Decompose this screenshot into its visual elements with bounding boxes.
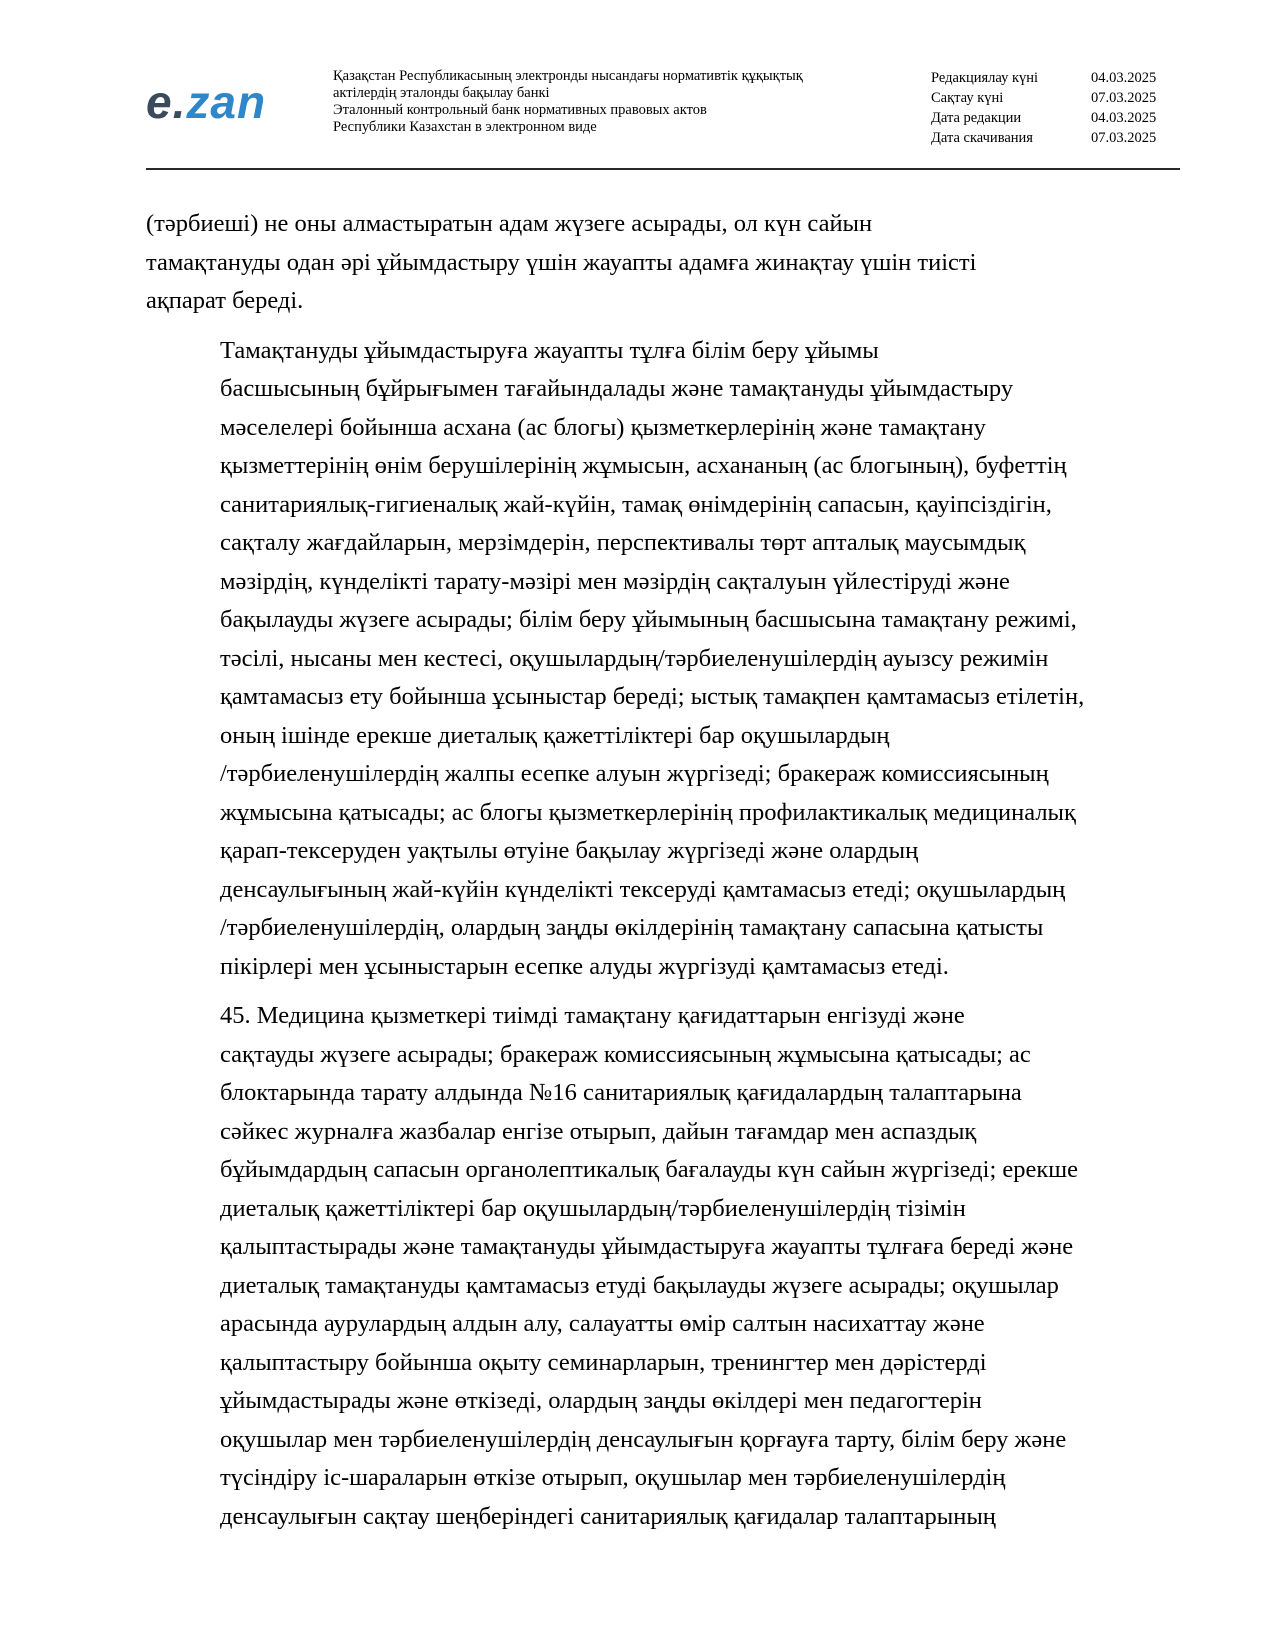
- text-line: сақтауды жүзеге асырады; бракераж комиссиясының жұмысына қатысады; ас: [220, 1040, 1031, 1068]
- paragraph-item-45: [146, 997, 1171, 1536]
- bank-line: Республики Казахстан в электронном виде: [333, 119, 597, 135]
- meta-value: 07.03.2025: [1091, 90, 1157, 106]
- meta-label: Дата скачивания: [931, 130, 1033, 146]
- meta-label: Редакциялау күні: [931, 70, 1039, 86]
- text-line: денсаулығын сақтау шеңберіндегі санитариялық қағидалар талаптарының: [220, 1502, 996, 1530]
- text-line: басшысының бұйрығымен тағайындалады және тамақтануды ұйымдастыру: [220, 375, 1014, 402]
- text-line: бақылауды жүзеге асырады; білім беру ұйымының басшысына тамақтану режимі,: [220, 606, 1077, 633]
- text-line: жұмысына қатысады; ас блогы қызметкерлерінің профилактикалық медициналық: [220, 798, 1076, 826]
- text-line: ақпарат береді.: [146, 287, 304, 314]
- text-line: мәселелері бойынша асхана (ас блогы) қызметкерлерінің және тамақтану: [220, 413, 986, 441]
- header-divider: [146, 168, 1180, 170]
- text-line: /тәрбиеленушілердің, олардың заңды өкілдерінің тамақтану сапасына қатысты: [220, 914, 1044, 941]
- text-line: сәйкес журналға жазбалар енгізе отырып, дайын тағамдар мен аспаздық: [220, 1117, 977, 1145]
- meta-row-edit-date-kz: [931, 68, 1171, 88]
- text-line: оның ішінде ерекше диеталық қажеттіліктері бар оқушылардың: [220, 721, 890, 749]
- text-line: қызметтерінің өнім берушілерінің жұмысын, асхананың (ас блогының), буфеттің: [220, 452, 1067, 479]
- text-line: қалыптастыру бойынша оқыту семинарларын, тренингтер мен дәрістерді: [220, 1348, 987, 1376]
- text-line: сақталу жағдайларын, мерзімдерін, перспективалы төрт апталық маусымдық: [220, 529, 1026, 556]
- meta-row-edit-date-ru: [931, 108, 1171, 128]
- meta-value: 04.03.2025: [1091, 70, 1157, 86]
- text-line: блоктарында тарату алдында №16 санитариялық қағидалардың талаптарына: [220, 1079, 1022, 1106]
- paragraph-continuation: [146, 205, 1171, 321]
- text-line: диеталық тамақтануды қамтамасыз етуді бақылауды жүзеге асырады; оқушылар: [220, 1271, 1059, 1299]
- text-line: (тәрбиеші) не оны алмастыратын адам жүзеге асырады, ол күн сайын: [146, 210, 873, 237]
- document-body: [146, 205, 1171, 1547]
- text-line: денсаулығының жай-күйін күнделікті тексеруді қамтамасыз етеді; оқушылардың: [220, 875, 1066, 903]
- text-line: тамақтануды одан әрі ұйымдастыру үшін жауапты адамға жинақтау үшін тиісті: [146, 248, 977, 276]
- text-line: қарап-тексеруден уақтылы өтуіне бақылау жүргізеді және олардың: [220, 837, 919, 864]
- text-line: 45. Медицина қызметкері тиімді тамақтану қағидаттарын енгізуді және: [220, 1002, 965, 1029]
- text-line: қамтамасыз ету бойынша ұсыныстар береді; ыстық тамақпен қамтамасыз етілетін,: [220, 683, 1085, 710]
- meta-row-download-date-ru: [931, 128, 1171, 148]
- text-line: қалыптастырады және тамақтануды ұйымдастыруға жауапты тұлғаға береді және: [220, 1233, 1074, 1260]
- text-line: санитариялық-гигиеналық жай-күйін, тамақ өнімдерінің сапасын, қауіпсіздігін,: [220, 490, 1052, 518]
- meta-label: Сақтау күні: [931, 90, 1004, 106]
- document-header: [146, 62, 1171, 168]
- text-line: диеталық қажеттіліктері бар оқушылардың/тәрбиеленушілердің тізімін: [220, 1194, 966, 1222]
- document-dates: [931, 68, 1171, 148]
- text-line: оқушылар мен тәрбиеленушілердің денсаулығын қорғауға тарту, білім беру және: [220, 1425, 1067, 1453]
- logo-part-1: e.: [146, 76, 187, 128]
- bank-line: актілердің эталонды бақылау банкі: [333, 85, 550, 101]
- meta-value: 04.03.2025: [1091, 110, 1157, 126]
- bank-description: [333, 68, 893, 136]
- text-line: /тәрбиеленушілердің жалпы есепке алуын жүргізеді; бракераж комиссиясының: [220, 760, 1049, 787]
- ezan-logo: [146, 76, 266, 128]
- bank-line: Қазақстан Республикасының электронды нысандағы нормативтік құқықтық: [333, 68, 803, 84]
- bank-line: Эталонный контрольный банк нормативных правовых актов: [333, 102, 707, 118]
- text-line: бұйымдардың сапасын органолептикалық бағалауды күн сайын жүргізеді; ерекше: [220, 1156, 1079, 1183]
- text-line: ұйымдастырады және өткізеді, олардың заңды өкілдері мен педагогтерін: [220, 1387, 982, 1414]
- text-line: түсіндіру іс-шараларын өткізе отырып, оқушылар мен тәрбиеленушілердің: [220, 1464, 1006, 1491]
- text-line: мәзірдің, күнделікті тарату-мәзірі мен мәзірдің сақталуын үйлестіруді және: [220, 567, 1010, 595]
- text-line: арасында аурулардың алдын алу, салауатты өмір салтын насихаттау және: [220, 1310, 985, 1337]
- text-line: Тамақтануды ұйымдастыруға жауапты тұлға білім беру ұйымы: [220, 336, 879, 364]
- meta-row-save-date-kz: [931, 88, 1171, 108]
- logo-part-2: zan: [186, 76, 267, 128]
- meta-value: 07.03.2025: [1091, 130, 1157, 146]
- paragraph-responsible-person: [146, 332, 1171, 987]
- text-line: пікірлері мен ұсыныстарын есепке алуды жүргізуді қамтамасыз етеді.: [220, 952, 949, 980]
- meta-label: Дата редакции: [931, 110, 1022, 126]
- text-line: тәсілі, нысаны мен кестесі, оқушылардың/тәрбиеленушілердің ауызсу режимін: [220, 644, 1049, 672]
